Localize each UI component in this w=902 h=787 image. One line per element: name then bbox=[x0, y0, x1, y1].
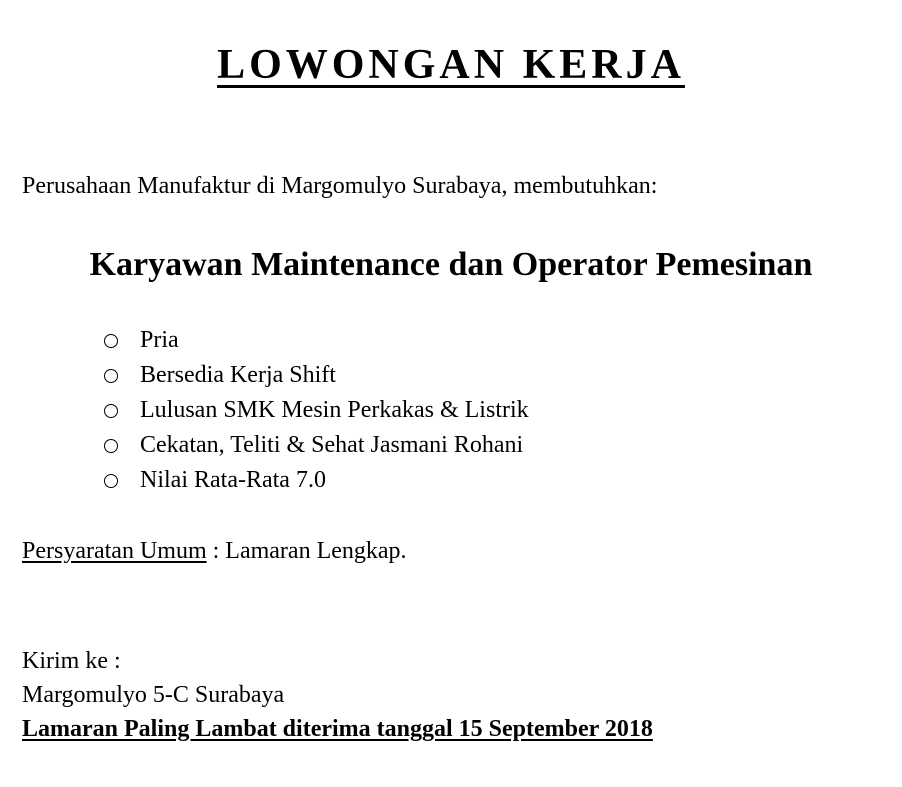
general-requirements bbox=[22, 536, 407, 566]
list-item bbox=[96, 323, 529, 358]
circle-bullet-icon bbox=[104, 439, 118, 453]
circle-bullet-icon bbox=[104, 334, 118, 348]
title-text: LOWONGAN KERJA bbox=[217, 42, 685, 88]
list-item bbox=[96, 393, 529, 428]
requirement-text: Pria bbox=[140, 327, 179, 353]
list-item bbox=[96, 358, 529, 393]
requirement-text: Nilai Rata-Rata 7.0 bbox=[140, 467, 326, 493]
send-section bbox=[22, 644, 653, 746]
general-label: Persyaratan Umum bbox=[22, 538, 207, 564]
requirement-text: Bersedia Kerja Shift bbox=[140, 362, 336, 388]
circle-bullet-icon bbox=[104, 474, 118, 488]
requirements-list bbox=[96, 323, 529, 498]
general-value: Lamaran Lengkap. bbox=[225, 538, 407, 564]
intro-text: Perusahaan Manufaktur di Margomulyo Surabaya, membutuhkan: bbox=[22, 173, 658, 199]
circle-bullet-icon bbox=[104, 404, 118, 418]
send-label: Kirim ke : bbox=[22, 648, 121, 674]
requirement-text: Lulusan SMK Mesin Perkakas & Listrik bbox=[140, 397, 529, 423]
send-address: Margomulyo 5-C Surabaya bbox=[22, 682, 285, 708]
position-title: Karyawan Maintenance dan Operator Pemesinan bbox=[89, 246, 813, 283]
circle-bullet-icon bbox=[104, 369, 118, 383]
page-title bbox=[0, 40, 902, 90]
general-separator: : bbox=[206, 538, 226, 564]
requirement-text: Cekatan, Teliti & Sehat Jasmani Rohani bbox=[140, 432, 524, 458]
deadline-text: Lamaran Paling Lambat diterima tanggal 15 September 2018 bbox=[22, 716, 653, 742]
list-item bbox=[96, 428, 529, 463]
list-item bbox=[96, 463, 529, 498]
